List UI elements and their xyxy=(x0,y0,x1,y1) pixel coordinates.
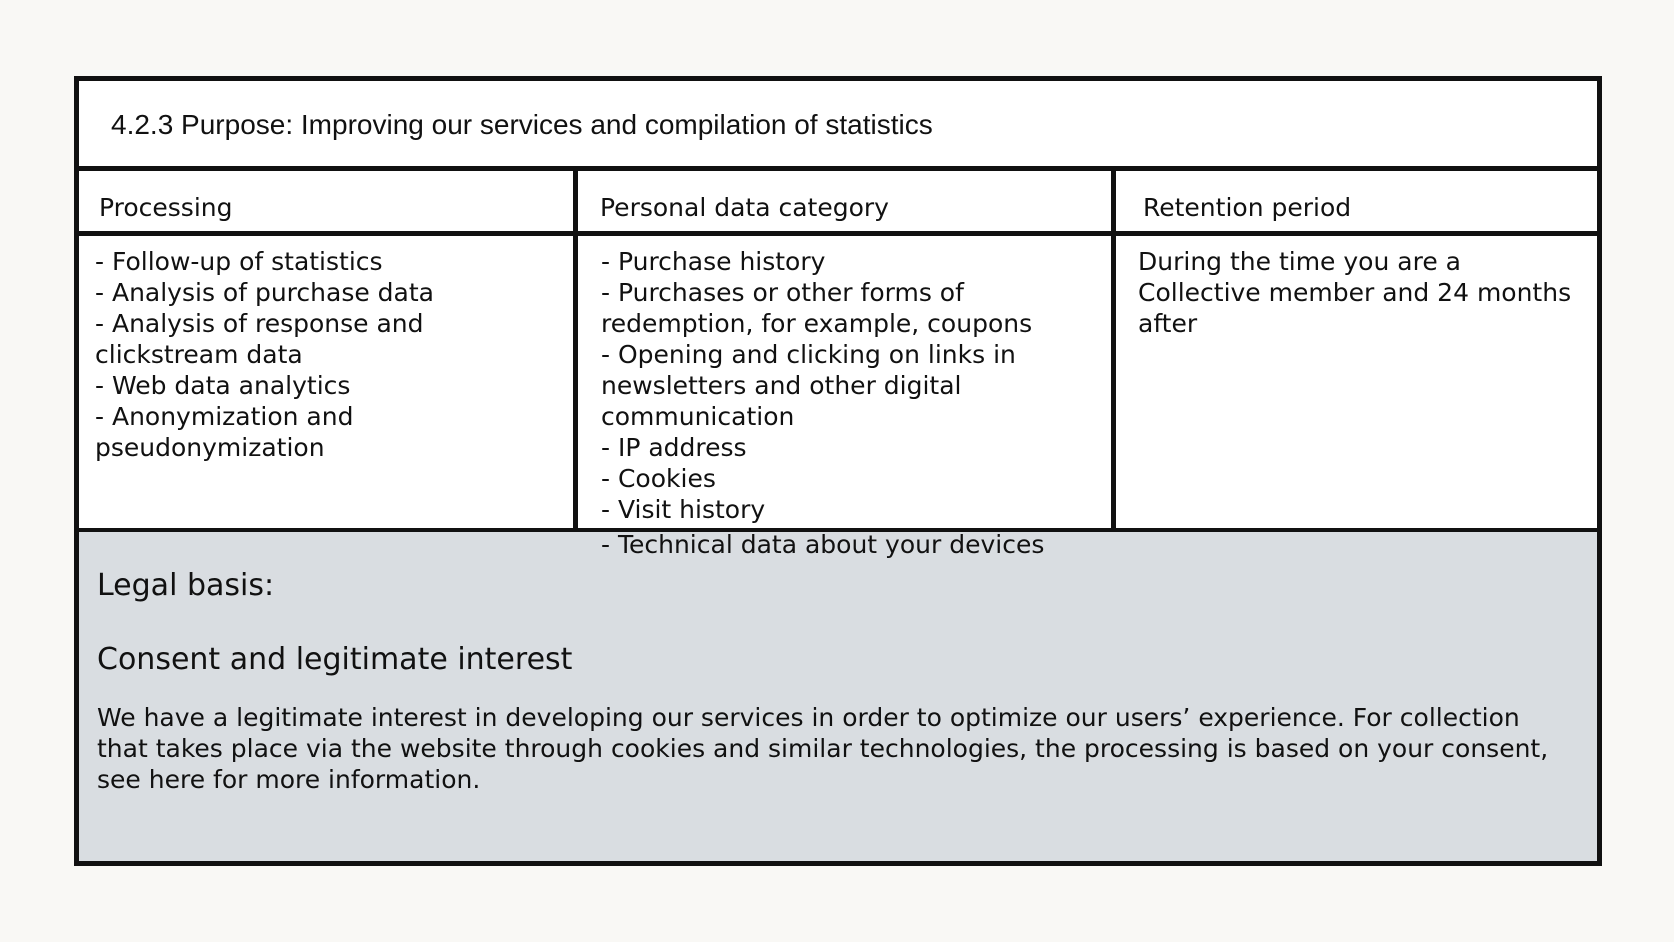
section-title: 4.2.3 Purpose: Improving our services and compilation of statistics xyxy=(111,109,933,140)
list-item: - Analysis of purchase data xyxy=(95,278,434,307)
list-item: - IP address xyxy=(601,433,747,462)
legal-basis-label: Legal basis: xyxy=(97,568,275,603)
description-line: that takes place via the website through cookies and similar technologies, the processing is based on your consent, xyxy=(97,734,1549,763)
list-item: - Purchases or other forms of xyxy=(601,278,964,307)
processing-cell xyxy=(95,246,434,463)
list-item: - Follow-up of statistics xyxy=(95,247,383,276)
column-header-personal-data-category: Personal data category xyxy=(600,193,889,222)
column-header-retention-period: Retention period xyxy=(1143,193,1352,222)
list-item: communication xyxy=(601,402,795,431)
legal-basis-section xyxy=(79,528,1597,861)
title-row xyxy=(79,81,1597,171)
retention-period-cell xyxy=(1138,246,1571,339)
list-item: - Purchase history xyxy=(601,247,826,276)
legal-basis-description xyxy=(97,702,1548,795)
list-item: - Analysis of response and xyxy=(95,309,424,338)
list-item: - Anonymization and xyxy=(95,402,354,431)
purpose-table xyxy=(74,76,1602,866)
description-line: We have a legitimate interest in developing our services in order to optimize our users’ experience. For collection xyxy=(97,703,1520,732)
retention-text: after xyxy=(1138,309,1198,338)
list-item: - Web data analytics xyxy=(95,371,351,400)
description-line: see here for more information. xyxy=(97,765,481,794)
list-item: - Opening and clicking on links in xyxy=(601,340,1016,369)
list-item: - Technical data about your devices xyxy=(601,530,1045,559)
column-divider xyxy=(573,171,578,528)
column-divider xyxy=(1111,171,1116,528)
retention-text: During the time you are a xyxy=(1138,247,1461,276)
list-item: newsletters and other digital xyxy=(601,371,962,400)
list-item: - Visit history xyxy=(601,495,766,524)
list-item: redemption, for example, coupons xyxy=(601,309,1033,338)
list-item: pseudonymization xyxy=(95,433,325,462)
personal-data-category-cell xyxy=(601,246,1032,525)
header-row xyxy=(79,171,1597,236)
list-item: clickstream data xyxy=(95,340,303,369)
retention-text: Collective member and 24 months xyxy=(1138,278,1572,307)
column-header-processing: Processing xyxy=(99,193,233,222)
legal-basis-value: Consent and legitimate interest xyxy=(97,642,573,677)
list-item: - Cookies xyxy=(601,464,716,493)
